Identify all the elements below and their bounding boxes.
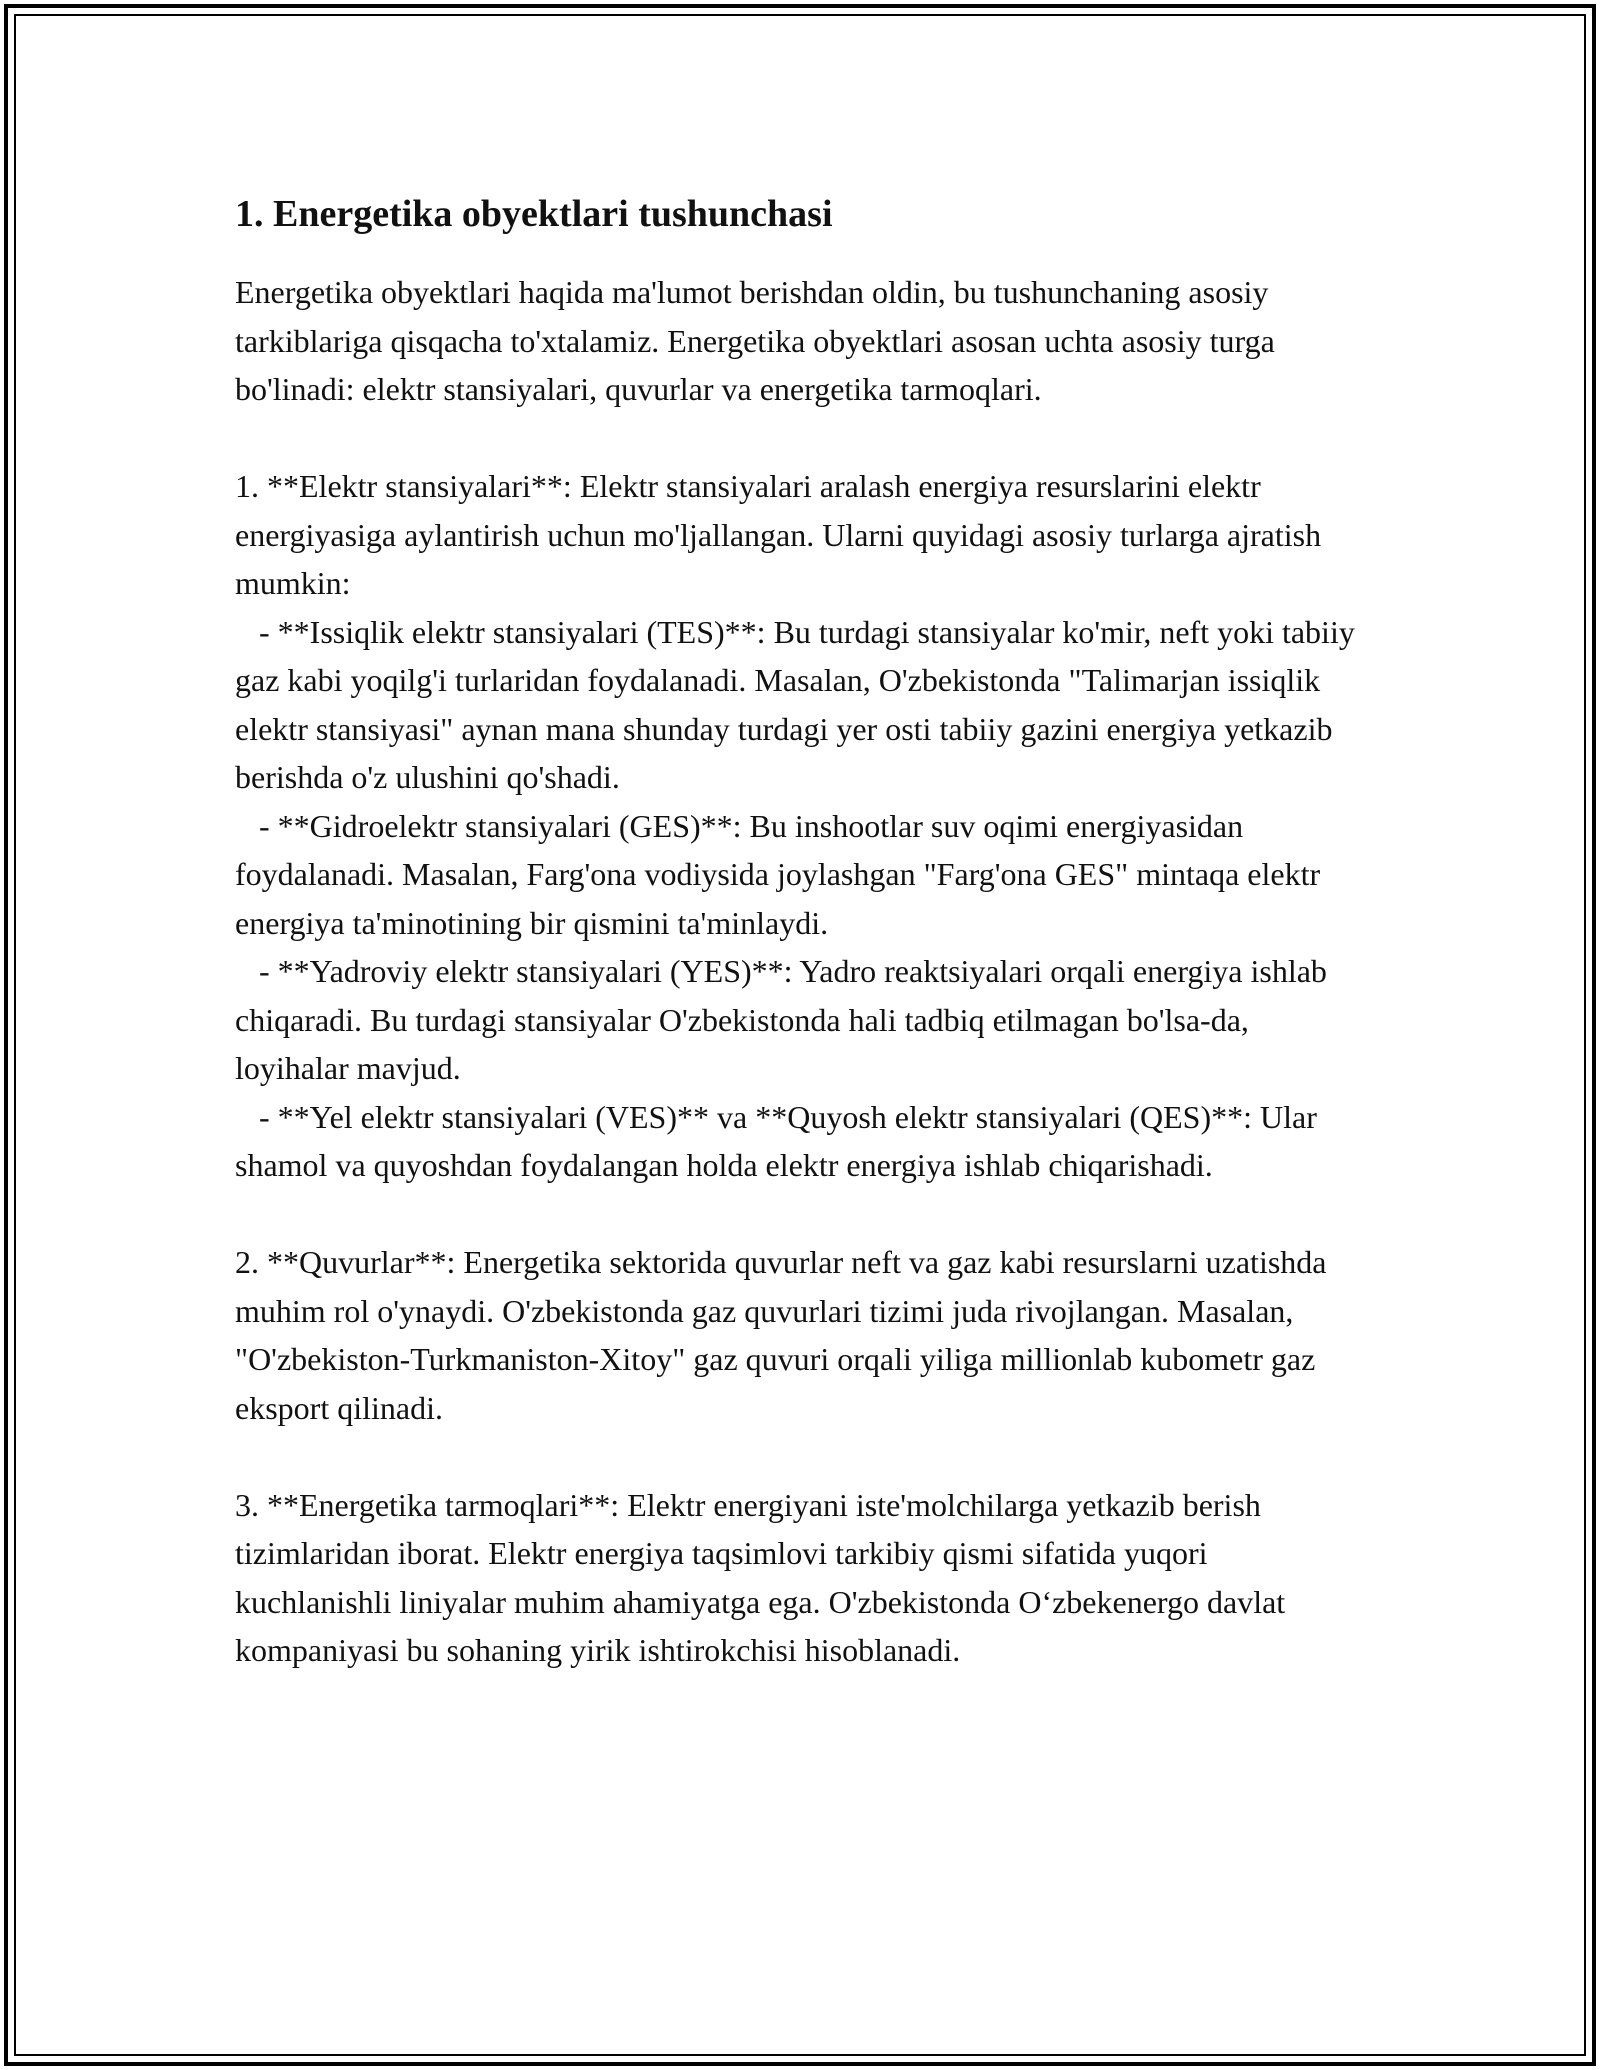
wind-solar-plants-item: - **Yel elektr stansiyalari (VES)** va **Quyosh elektr stansiyalari (QES)**: Ular shamol va quyoshdan foydalangan holda elektr energiya ishlab chiqarishadi. xyxy=(235,1098,1325,1183)
power-plants-paragraph: 1. **Elektr stansiyalari**: Elektr stansiyalari aralash energiya resurslarini elektr energiyasiga aylantirish uchun mo'ljallangan. Ularni quyidagi asosiy turlarga ajratish mumkin: xyxy=(235,468,1330,601)
nuclear-plants-item: - **Yadroviy elektr stansiyalari (YES)**: Yadro reaktsiyalari orqali energiya ishlab chiqaradi. Bu turdagi stansiyalar O'zbekistonda hali tadbiq etilmagan bo'lsa-da, loyihalar mavjud. xyxy=(235,953,1335,1086)
intro-paragraph: Energetika obyektlari haqida ma'lumot berishdan oldin, bu tushunchaning asosiy tarkiblariga qisqacha to'xtalamiz. Energetika obyektlari asosan uchta asosiy turga bo'linadi: elektr stansiyalari, quvurlar va energetika tarmoqlari. xyxy=(235,274,1283,407)
section-title: 1. Energetika obyektlari tushunchasi xyxy=(235,193,833,235)
document-body xyxy=(235,188,1365,1675)
paragraph-gap xyxy=(235,1432,1365,1481)
hydro-plants-item: - **Gidroelektr stansiyalari (GES)**: Bu inshootlar suv oqimi energiyasidan foydalanadi. Masalan, Farg'ona vodiysida joylashgan "Farg'ona GES" mintaqa elektr energiya ta'minotining bir qismini ta'minlaydi. xyxy=(235,807,1329,941)
pipelines-paragraph: 2. **Quvurlar**: Energetika sektorida quvurlar neft va gaz kabi resurslarni uzatishda muhim rol o'ynaydi. O'zbekistonda gaz quvurlari tizimi juda rivojlangan. Masalan, "O'zbekiston-Turkmaniston-Xitoy" gaz quvuri orqali yiliga millionlab kubometr gaz eksport qilinadi. xyxy=(235,1244,1335,1426)
paragraph-gap xyxy=(235,414,1365,463)
thermal-plants-item: - **Issiqlik elektr stansiyalari (TES)**: Bu turdagi stansiyalar ko'mir, neft yoki tabiiy gaz kabi yoqilg'i turlaridan foydalanadi. Masalan, O'zbekistonda "Talimarjan issiqlik elektr stansiyasi" aynan mana shunday turdagi yer osti tabiiy gazini energiya yetkazib berishda o'z ulushini qo'shadi. xyxy=(235,613,1363,795)
energy-networks-paragraph: 3. **Energetika tarmoqlari**: Elektr energiyani iste'molchilarga yetkazib berish tizimlaridan iborat. Elektr energiya taqsimlovi tarkibiy qismi sifatida yuqori kuchlanishli liniyalar muhim ahamiyatga ega. O'zbekistonda O‘zbekenergo davlat kompaniyasi bu sohaning yirik ishtirokchisi hisoblanadi. xyxy=(235,1486,1294,1668)
paragraph-gap xyxy=(235,1190,1365,1239)
